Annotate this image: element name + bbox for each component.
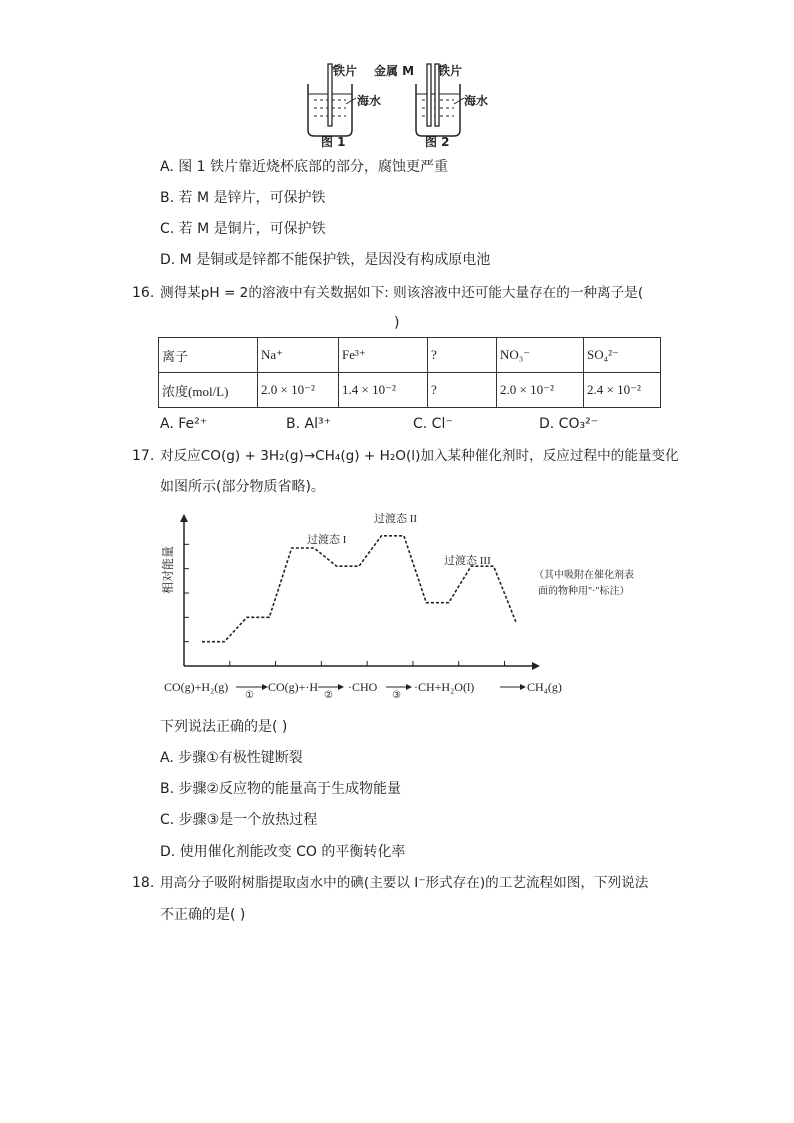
table-row [159,373,661,408]
q16-stem-end: ) [394,315,400,331]
q18-number: 18. [132,875,155,891]
table-cell: Na⁺ [258,338,339,373]
stage-label: CO(g)+H₂(g) [164,680,229,694]
table-cell: 浓度(mol/L) [159,373,258,408]
step-label: ① [245,690,254,698]
q17-option-d: D. 使用催化剂能改变 CO 的平衡转化率 [160,844,406,860]
seawater-label-2: 海水 [464,94,489,108]
q16-number: 16. [132,285,155,301]
chart-note-line-1: （其中吸附在催化剂表 [534,570,634,581]
table-cell: 1.4 × 10⁻² [339,373,428,408]
q16-option-b: B. Al³⁺ [286,416,331,432]
table-cell: 离子 [159,338,258,373]
q17-question: 下列说法正确的是( ) [160,719,288,735]
table-cell: 2.0 × 10⁻² [258,373,339,408]
ion-concentration-table [158,337,661,408]
table-cell: NO₃⁻ [497,338,584,373]
q18-stem-line-2: 不正确的是( ) [160,907,246,923]
step-label: ③ [392,690,401,698]
stage-label: ·CHO [348,680,378,694]
q17-option-a: A. 步骤①有极性键断裂 [160,750,303,766]
table-cell: SO₄²⁻ [584,338,661,373]
q15-option-b: B. 若 M 是锌片，可保护铁 [160,190,326,206]
q18-stem-line-1: 用高分子吸附树脂提取卤水中的碘(主要以 I⁻形式存在)的工艺流程如图，下列说法 [160,875,649,891]
y-axis [180,514,188,666]
metal-m-label: 金属 M [374,64,415,78]
figure-1-caption: 图 1 [321,135,346,149]
iron-label-1: 铁片 [333,64,358,78]
stage-label: ·CH+H₂O(l) [414,680,475,694]
iron-label-2: 铁片 [438,64,463,78]
q17-option-b: B. 步骤②反应物的能量高于生成物能量 [160,781,402,797]
energy-profile-line [202,536,516,642]
reaction-sequence [164,680,562,698]
x-axis [184,662,540,670]
table-row [159,338,661,373]
table-cell: 2.4 × 10⁻² [584,373,661,408]
q17-option-c: C. 步骤③是一个放热过程 [160,812,318,828]
step-label: ② [324,690,333,698]
q17-stem-line-1: 对反应CO(g) + 3H₂(g)→CH₄(g) + H₂O(l)加入某种催化剂时，反应过程中的能量变化 [160,448,679,464]
q15-option-a: A. 图 1 铁片靠近烧杯底部的部分，腐蚀更严重 [160,159,449,175]
q15-option-c: C. 若 M 是铜片，可保护铁 [160,221,326,237]
q16-option-c: C. Cl⁻ [413,416,453,432]
chart-note-line-2: 面的物种用"·"标注） [538,586,630,597]
energy-profile-chart [160,508,660,698]
stage-label: CO(g)+·H [268,680,319,694]
q16-option-d: D. CO₃²⁻ [539,416,599,432]
table-cell: ? [428,338,497,373]
q16-stem: 测得某pH = 2的溶液中有关数据如下: 则该溶液中还可能大量存在的一种离子是( [160,285,644,301]
y-axis-label: 相对能量 [161,545,175,595]
seawater-label-1: 海水 [357,94,382,108]
stage-label: CH₄(g) [527,680,562,694]
table-cell: ? [428,373,497,408]
table-cell: Fe³⁺ [339,338,428,373]
q17-number: 17. [132,448,155,464]
annotation-transition-state-1: 过渡态 I [307,534,347,546]
q17-stem-line-2: 如图所示(部分物质省略)。 [160,479,325,495]
q16-option-a: A. Fe²⁺ [160,416,208,432]
q15-option-d: D. M 是铜或是锌都不能保护铁，是因没有构成原电池 [160,252,491,268]
annotation-transition-state-2: 过渡态 II [374,513,418,525]
annotation-transition-state-3: 过渡态 III [444,555,491,567]
table-cell: 2.0 × 10⁻² [497,373,584,408]
figure-2-caption: 图 2 [425,135,450,149]
